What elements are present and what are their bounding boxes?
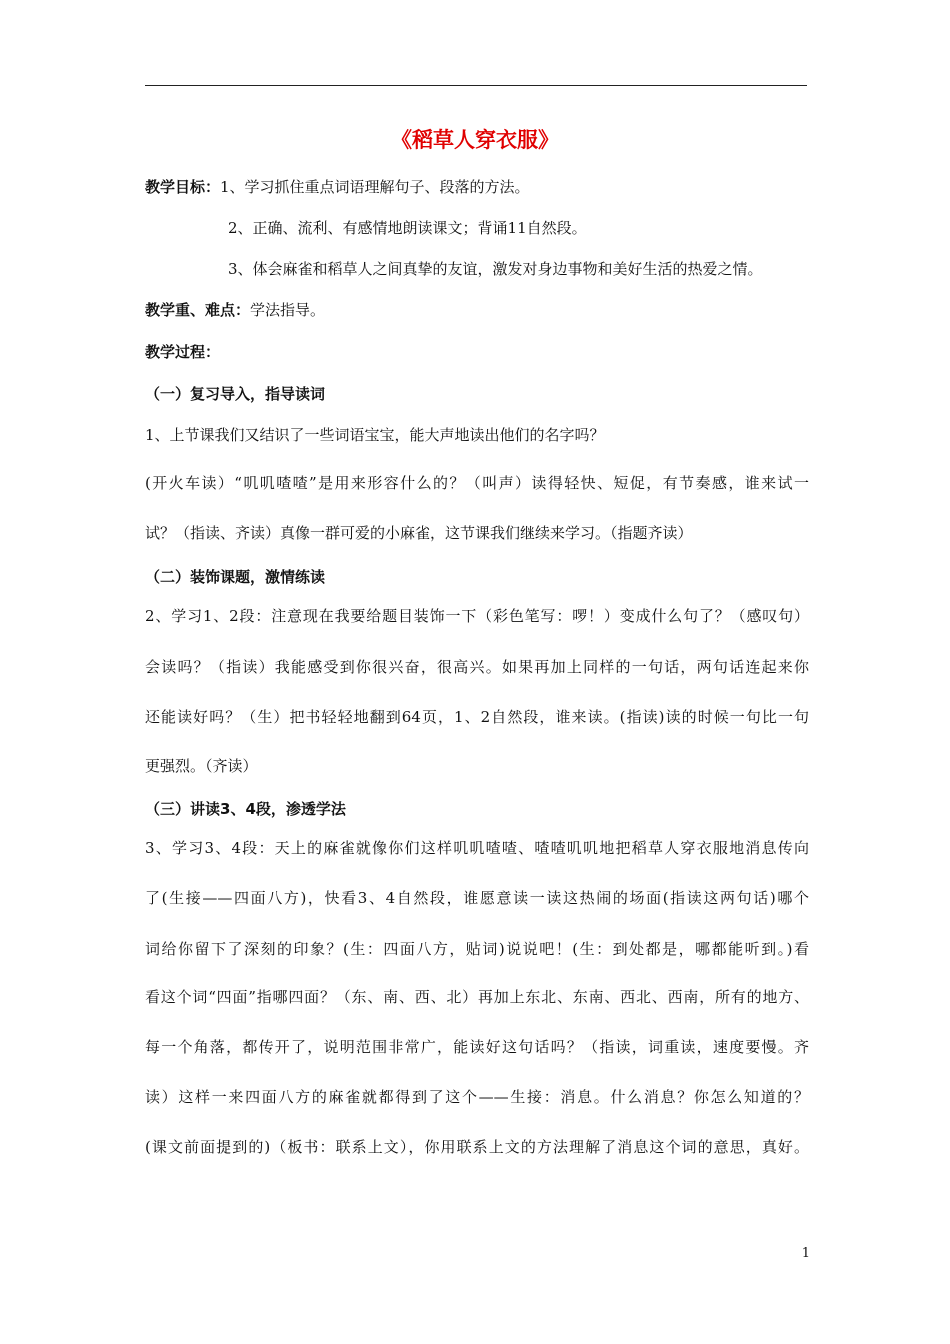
- section-heading: （一）复习导入，指导读词: [145, 385, 326, 403]
- paragraph-line: 3、学习3、4段：天上的麻雀就像你们这样叽叽喳喳、喳喳叽叽地把稻草人穿衣服地消息传向: [145, 839, 809, 857]
- page-number: 1: [801, 1246, 810, 1261]
- paragraph-line: 了(生接——四面八方)，快看3、4自然段，谁愿意读一读这热闹的场面(指读这两句话)哪个: [145, 889, 809, 907]
- key-points-line: [145, 300, 809, 320]
- objective-item: 2、正确、流利、有感情地朗读课文；背诵11自然段。: [228, 219, 587, 237]
- paragraph-line: 2、学习1、2段：注意现在我要给题目装饰一下（彩色笔写：啰！）变成什么句了？（感叹句）: [145, 607, 809, 625]
- paragraph-line: 还能读好吗？（生）把书轻轻地翻到64页，1、2自然段，谁来读。(指读)读的时候一句比一句: [145, 708, 809, 726]
- paragraph-line: 更强烈。（齐读）: [145, 757, 258, 775]
- document-title: 《稻草人穿衣服》: [391, 128, 559, 152]
- paragraph-line: 试？（指读、齐读）真像一群可爱的小麻雀，这节课我们继续来学习。（指题齐读）: [145, 524, 693, 542]
- key-points-label: 教学重、难点：: [145, 301, 251, 319]
- section-heading: （三）讲读3、4段，渗透学法: [145, 800, 346, 818]
- paragraph-line: 看这个词“四面”指哪四面？（东、南、西、北）再加上东北、东南、西北、西南，所有的地方、: [145, 988, 809, 1006]
- key-points-text: 学法指导。: [250, 301, 326, 319]
- header-rule: [145, 85, 807, 86]
- objectives-label: 教学目标：: [145, 178, 221, 196]
- paragraph-line: (课文前面提到的)（板书：联系上文），你用联系上文的方法理解了消息这个词的意思，真好。: [145, 1138, 809, 1156]
- section-heading: （二）装饰课题，激情练读: [145, 568, 326, 586]
- paragraph-line: 读）这样一来四面八方的麻雀就都得到了这个——生接：消息。什么消息？你怎么知道的？: [145, 1088, 809, 1106]
- objective-item: 1、学习抓住重点词语理解句子、段落的方法。: [220, 178, 530, 196]
- paragraph-line: 每一个角落，都传开了，说明范围非常广，能读好这句话吗？（指读，词重读，速度要慢。齐: [145, 1038, 809, 1056]
- process-label: 教学过程：: [145, 343, 221, 361]
- paragraph-line: 词给你留下了深刻的印象？(生：四面八方，贴词)说说吧！(生：到处都是，哪都能听到。)看: [145, 940, 809, 958]
- objective-item: 3、体会麻雀和稻草人之间真挚的友谊，激发对身边事物和美好生活的热爱之情。: [228, 260, 763, 278]
- paragraph-line: (开火车读）“叽叽喳喳”是用来形容什么的？（叫声）读得轻快、短促，有节奏感，谁来试一: [145, 474, 809, 492]
- paragraph-line: 会读吗？（指读）我能感受到你很兴奋，很高兴。如果再加上同样的一句话，两句话连起来你: [145, 658, 809, 676]
- paragraph-line: 1、上节课我们又结识了一些词语宝宝，能大声地读出他们的名字吗？: [145, 426, 605, 444]
- objectives-line-1: [145, 177, 809, 197]
